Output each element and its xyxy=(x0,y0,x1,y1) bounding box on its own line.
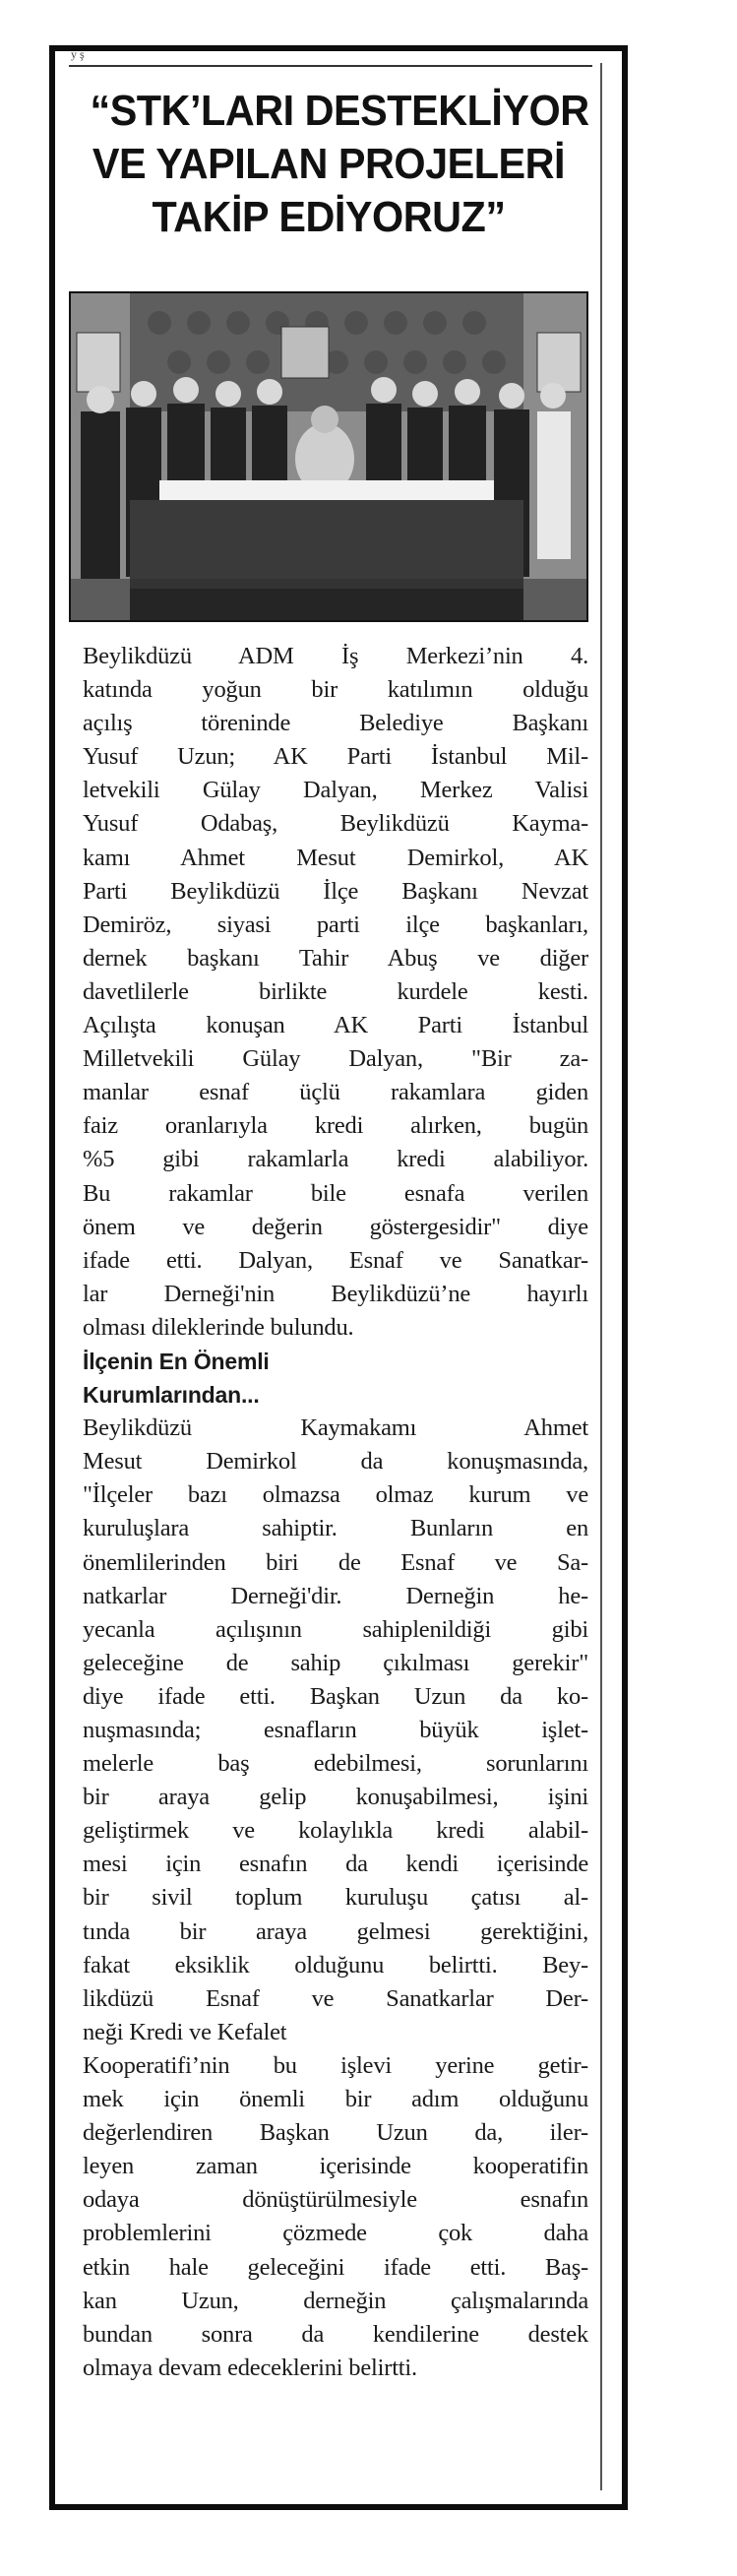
text-line: yecanla açılışının sahiplenildiği gibi xyxy=(83,1615,588,1643)
text-line: geleceğine de sahip çıkılması gerekir" xyxy=(83,1649,588,1676)
text-line: Milletvekili Gülay Dalyan, "Bir za- xyxy=(83,1045,588,1073)
article-body xyxy=(83,640,588,2385)
text-line: Kooperatifi’nin bu işlevi yerine getir- xyxy=(83,2051,588,2079)
text-line: Yusuf Odabaş, Beylikdüzü Kayma- xyxy=(83,810,588,838)
group-photo-illustration xyxy=(71,293,586,620)
text-line: Parti Beylikdüzü İlçe Başkanı Nevzat xyxy=(83,877,588,905)
text-line: diye ifade etti. Başkan Uzun da ko- xyxy=(83,1682,588,1710)
text-line: "İlçeler bazı olmazsa olmaz kurum ve xyxy=(83,1481,588,1509)
text-line: dernek başkanı Tahir Abuş ve diğer xyxy=(83,944,588,972)
top-mark: y ş xyxy=(71,47,85,61)
text-line: kan Uzun, derneğin çalışmalarında xyxy=(83,2287,588,2314)
text-line: melerle baş edebilmesi, sorunlarını xyxy=(83,1750,588,1778)
text-line: nuşmasında; esnafların büyük işlet- xyxy=(83,1717,588,1743)
headline-line: TAKİP EDİYORUZ” xyxy=(152,193,506,241)
text-line: manlar esnaf üçlü rakamlara giden xyxy=(83,1079,588,1106)
text-line: Beylikdüzü ADM İş Merkezi’nin 4. xyxy=(83,643,588,669)
text-line: katında yoğun bir katılımın olduğu xyxy=(83,676,588,704)
photo-caption xyxy=(55,51,56,52)
headline-line: “STK’LARI DESTEKLİYOR xyxy=(90,87,589,135)
text-line: %5 gibi rakamlarla kredi alabiliyor. xyxy=(83,1146,588,1173)
text-line: etkin hale geleceğini ifade etti. Baş- xyxy=(83,2253,588,2281)
text-line: değerlendiren Başkan Uzun da, iler- xyxy=(83,2119,588,2147)
text-line: Beylikdüzü Kaymakamı Ahmet xyxy=(83,1414,588,1442)
text-line: fakat eksiklik olduğunu belirtti. Bey- xyxy=(83,1951,588,1979)
text-line: lar Derneği'nin Beylikdüzü’ne hayırlı xyxy=(83,1280,588,1307)
text-line: bundan sonra da kendilerine destek xyxy=(83,2320,588,2348)
text-line: leyen zaman içerisinde kooperatifin xyxy=(83,2153,588,2180)
column-rule xyxy=(600,63,602,2490)
headline xyxy=(90,85,589,244)
text-line: kamı Ahmet Mesut Demirkol, AK xyxy=(83,844,588,871)
text-line: bir araya gelip konuşabilmesi, işini xyxy=(83,1784,588,1811)
text-line: likdüzü Esnaf ve Sanatkarlar Der- xyxy=(83,1984,588,2012)
text-line: mek için önemli bir adım olduğunu xyxy=(83,2086,588,2113)
text-line: Açılışta konuşan AK Parti İstanbul xyxy=(83,1012,588,1039)
text-line: ifade etti. Dalyan, Esnaf ve Sanatkar- xyxy=(83,1246,588,1274)
text-line: neği Kredi ve Kefalet xyxy=(83,2018,287,2045)
text-line: önem ve değerin göstergesidir" diye xyxy=(83,1213,588,1240)
text-line: bir sivil toplum kuruluşu çatısı al- xyxy=(83,1884,588,1912)
news-photo xyxy=(69,291,588,622)
top-divider xyxy=(69,65,592,67)
text-line: geliştirmek ve kolaylıkla kredi alabil- xyxy=(83,1817,588,1845)
text-line: olmaya devam edeceklerini belirtti. xyxy=(83,2354,417,2381)
text-line: Mesut Demirkol da konuşmasında, xyxy=(83,1448,588,1476)
text-line: tında bir araya gelmesi gerektiğini, xyxy=(83,1917,588,1945)
subheading: Kurumlarından... xyxy=(83,1382,260,1409)
text-line: önemlilerinden biri de Esnaf ve Sa- xyxy=(83,1548,588,1576)
text-line: natkarlar Derneği'dir. Derneğin he- xyxy=(83,1582,588,1609)
newspaper-clipping xyxy=(49,45,628,2510)
headline-line: VE YAPILAN PROJELERİ xyxy=(92,140,566,188)
text-line: açılış töreninde Belediye Başkanı xyxy=(83,710,588,737)
text-line: olması dileklerinde bulundu. xyxy=(83,1313,354,1341)
text-line: Demiröz, siyasi parti ilçe başkanları, xyxy=(83,911,588,938)
text-line: mesi için esnafın da kendi içerisinde xyxy=(83,1851,588,1878)
text-line: faiz oranlarıyla kredi alırken, bugün xyxy=(83,1112,588,1140)
text-line: kuruluşlara sahiptir. Bunların en xyxy=(83,1515,588,1542)
subheading: İlçenin En Önemli xyxy=(83,1348,270,1374)
text-line: odaya dönüştürülmesiyle esnafın xyxy=(83,2186,588,2214)
text-line: davetlilerle birlikte kurdele kesti. xyxy=(83,977,588,1005)
text-line: Yusuf Uzun; AK Parti İstanbul Mil- xyxy=(83,743,588,771)
text-line: problemlerini çözmede çok daha xyxy=(83,2220,588,2247)
text-line: letvekili Gülay Dalyan, Merkez Valisi xyxy=(83,777,588,804)
text-line: Bu rakamlar bile esnafa verilen xyxy=(83,1179,588,1207)
